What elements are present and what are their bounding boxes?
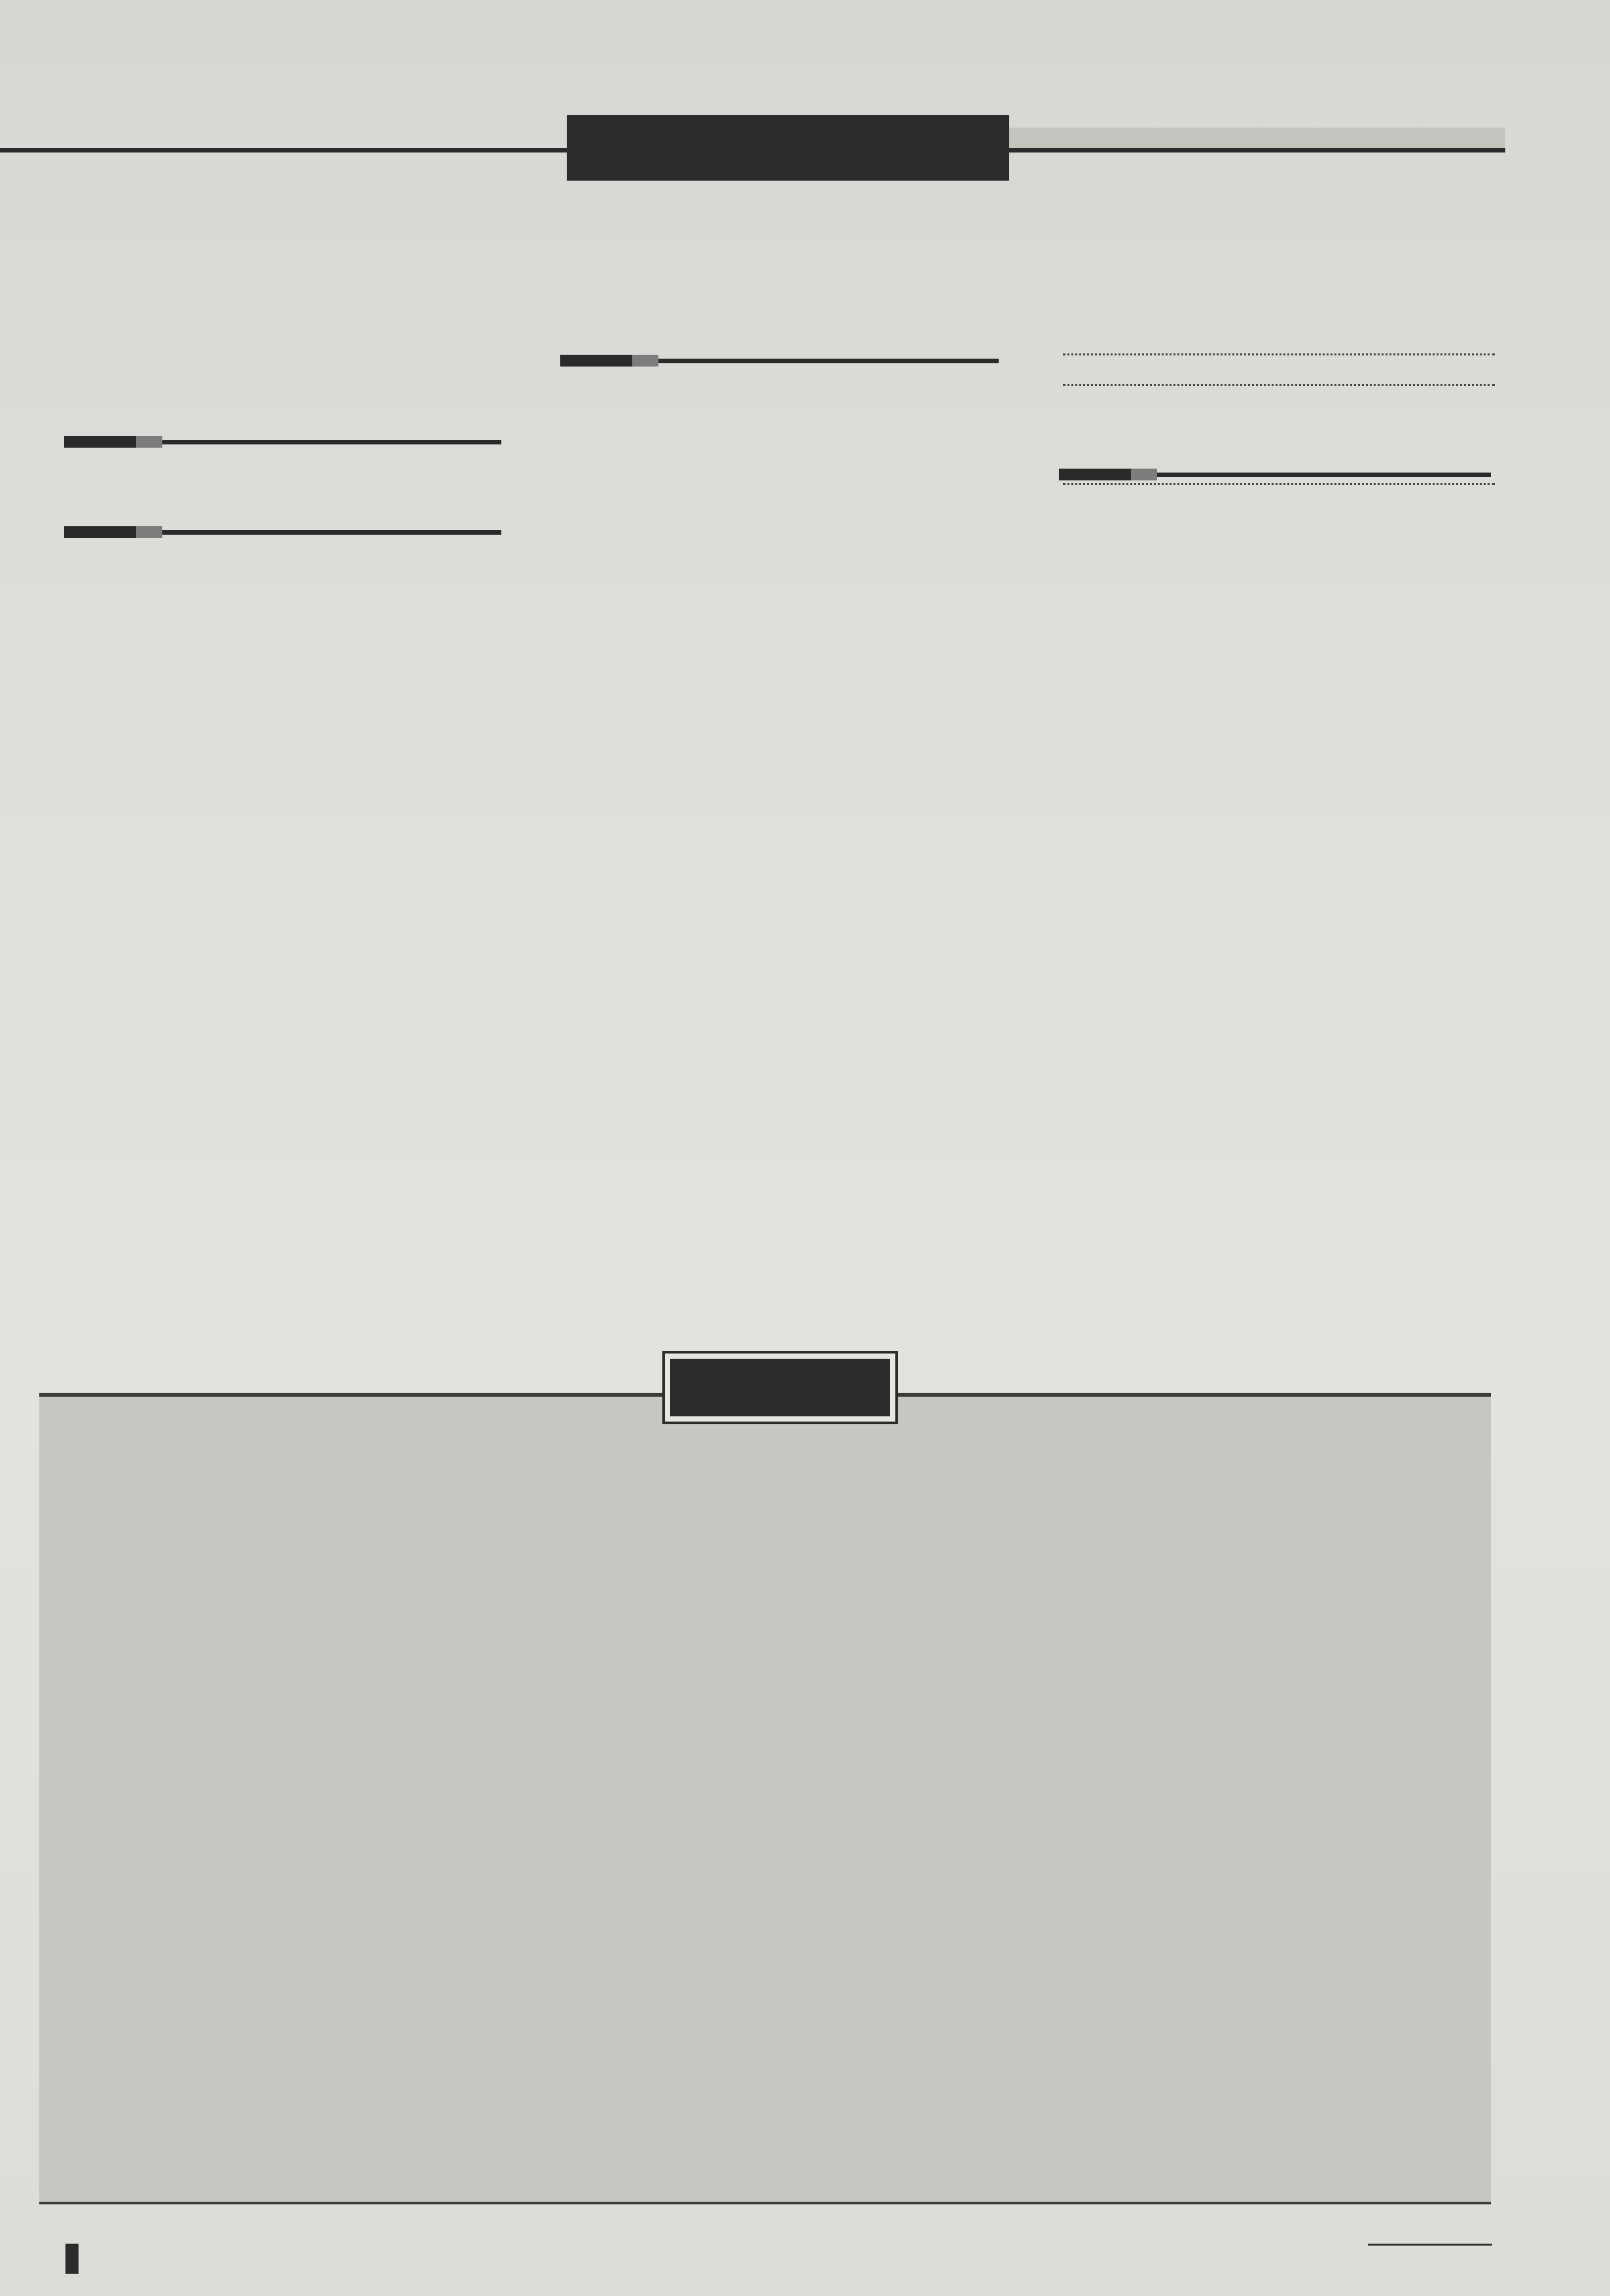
biblio-entry[interactable] <box>1059 488 1499 490</box>
footer-rule <box>1368 2244 1492 2246</box>
sommaire-column-2 <box>560 353 1007 374</box>
sommaire-column-3 <box>1059 359 1499 499</box>
entry-leader <box>1059 488 1499 490</box>
actualite-juris-bar <box>560 355 1007 367</box>
etudes-section <box>64 436 509 448</box>
index-title-box <box>665 1354 895 1422</box>
fonction-publique-entry[interactable] <box>1059 359 1499 361</box>
biblio-section <box>1059 469 1499 490</box>
chroniques-section <box>64 526 509 538</box>
biblio-bar <box>1059 469 1499 480</box>
veille-entry[interactable] <box>1059 389 1499 391</box>
sommaire-column-1 <box>64 359 509 546</box>
etudes-bar <box>64 436 509 448</box>
ajda-logo <box>65 2244 79 2274</box>
sommaire-title-box <box>567 115 1009 181</box>
chroniques-bar <box>64 526 509 538</box>
entry-leader <box>1059 359 1499 361</box>
entry-leader <box>1059 389 1499 391</box>
index-panel <box>39 1393 1491 2204</box>
